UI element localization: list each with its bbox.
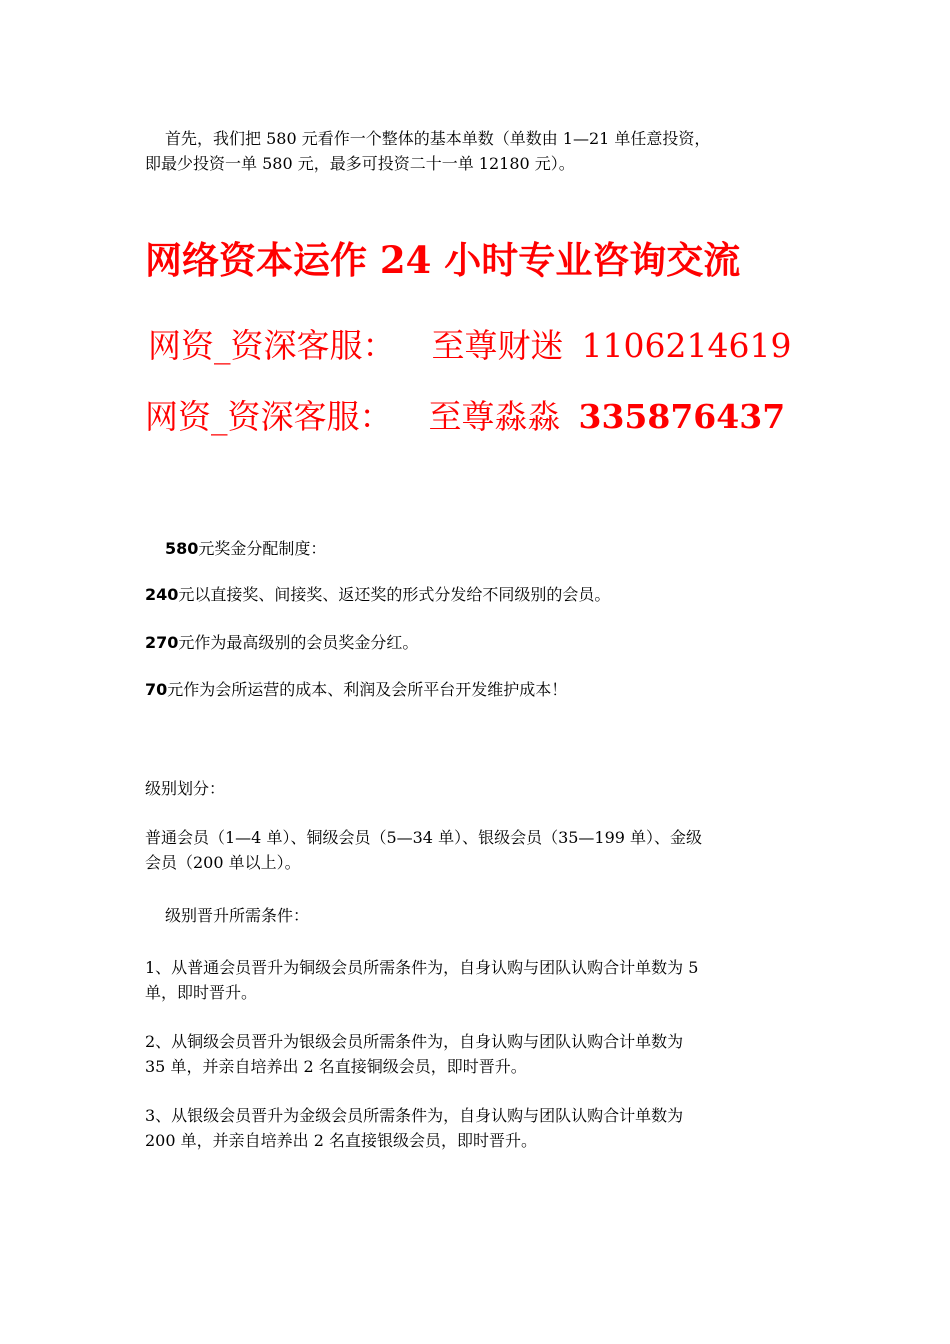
promotion-item bbox=[145, 955, 815, 1005]
promotion-heading: 级别晋升所需条件： bbox=[165, 906, 310, 925]
levels-line-2: 会员（200 单以上）。 bbox=[145, 853, 301, 872]
bonus-item-text: 元作为会所运营的成本、利润及会所平台开发维护成本！ bbox=[167, 680, 568, 699]
promotion-item bbox=[145, 1029, 815, 1079]
contact-qq-number: 1106214619 bbox=[581, 326, 792, 365]
intro-paragraph bbox=[145, 126, 815, 176]
intro-line-2: 即最少投资一单 580 元，最多可投资二十一单 12180 元）。 bbox=[145, 154, 575, 173]
promotion-item-line-1: 1、从普通会员晋升为铜级会员所需条件为，自身认购与团队认购合计单数为 5 bbox=[145, 958, 699, 977]
levels-paragraph bbox=[145, 825, 815, 875]
contact-name: 至尊财迷 bbox=[431, 326, 564, 365]
bonus-item bbox=[145, 631, 815, 655]
bonus-item-amount: 70 bbox=[145, 680, 168, 699]
bonus-item-amount: 270 bbox=[145, 633, 179, 652]
promotion-item bbox=[145, 1103, 815, 1153]
promotion-item-line-1: 2、从铜级会员晋升为银级会员所需条件为，自身认购与团队认购合计单数为 bbox=[145, 1032, 684, 1051]
bonus-heading-text: 元奖金分配制度： bbox=[198, 539, 327, 558]
contact-label: 网资_资深客服： bbox=[145, 397, 393, 436]
ad-title: 网络资本运作 24 小时专业咨询交流 bbox=[145, 238, 741, 282]
bonus-item-text: 元以直接奖、间接奖、返还奖的形式分发给不同级别的会员。 bbox=[178, 585, 611, 604]
bonus-heading bbox=[145, 537, 815, 561]
promotion-item-line-2: 200 单，并亲自培养出 2 名直接银级会员，即时晋升。 bbox=[145, 1131, 537, 1150]
contact-qq-number: 335876437 bbox=[578, 397, 786, 436]
levels-heading: 级别划分： bbox=[145, 779, 226, 798]
bonus-heading-amount: 580 bbox=[165, 539, 199, 558]
contact-line-1 bbox=[148, 324, 818, 368]
contact-name: 至尊淼淼 bbox=[428, 397, 561, 436]
promotion-item-line-1: 3、从银级会员晋升为金级会员所需条件为，自身认购与团队认购合计单数为 bbox=[145, 1106, 684, 1125]
promotion-item-line-2: 35 单，并亲自培养出 2 名直接铜级会员，即时晋升。 bbox=[145, 1057, 527, 1076]
promotion-item-line-2: 单，即时晋升。 bbox=[145, 983, 258, 1002]
contact-line-2 bbox=[145, 395, 815, 439]
bonus-item bbox=[145, 678, 815, 702]
intro-line-1: 首先，我们把 580 元看作一个整体的基本单数（单数由 1—21 单任意投资， bbox=[165, 129, 711, 148]
levels-line-1: 普通会员（1—4 单）、铜级会员（5—34 单）、银级会员（35—199 单）、金级 bbox=[145, 828, 703, 847]
bonus-item-text: 元作为最高级别的会员奖金分红。 bbox=[178, 633, 419, 652]
bonus-item-amount: 240 bbox=[145, 585, 179, 604]
contact-label: 网资_资深客服： bbox=[148, 326, 396, 365]
bonus-item bbox=[145, 583, 815, 607]
